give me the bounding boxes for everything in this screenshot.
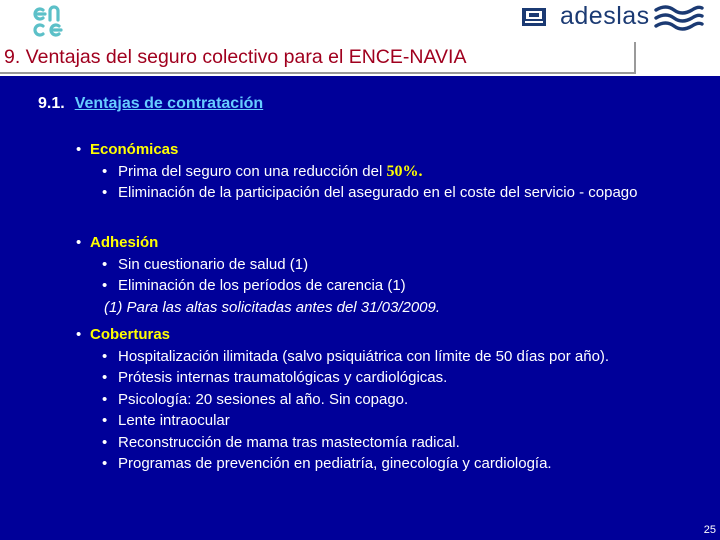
section-subtitle — [38, 95, 263, 113]
subtitle-link[interactable]: Ventajas de contratación — [74, 95, 264, 112]
slide-body — [0, 76, 720, 540]
list-item: • Eliminación de los períodos de carencia (1) — [102, 277, 406, 294]
bullet: • — [76, 141, 82, 158]
section-heading: Coberturas — [90, 326, 171, 343]
bullet: • — [76, 326, 82, 343]
section-coberturas — [76, 324, 684, 475]
adeslas-brand-text: adeslas — [560, 2, 650, 30]
subtitle-number: 9.1. — [38, 95, 65, 112]
list-item: • Hospitalización ilimitada (salvo psiquiátrica con límite de 50 días por año). — [102, 347, 610, 365]
discount-value: 50%. — [386, 162, 423, 180]
section-adhesion — [76, 232, 440, 318]
ence-logo — [28, 4, 68, 38]
title-bar — [0, 42, 636, 74]
section-heading: Económicas — [90, 141, 179, 158]
bullet: • — [76, 234, 82, 251]
list-item: • Reconstrucción de mama tras mastectomía radical. — [102, 433, 460, 451]
footnote: (1) Para las altas solicitadas antes del 31/03/2009. — [104, 298, 441, 316]
page-number: 25 — [703, 524, 716, 536]
list-item: • Programas de prevención en pediatría, ginecología y cardiología. — [102, 455, 552, 472]
page-title: 9. Ventajas del seguro colectivo para el ENCE-NAVIA — [4, 46, 467, 68]
list-item: • Prima del seguro con una reducción del 50%. — [102, 162, 423, 180]
adeslas-logo — [522, 4, 708, 30]
list-item: • Eliminación de la participación del asegurado en el coste del servicio - copago — [102, 184, 638, 201]
flag-icon — [522, 8, 546, 26]
list-item: • Lente intraocular — [102, 412, 230, 429]
list-item: • Psicología: 20 sesiones al año. Sin copago. — [102, 390, 409, 408]
section-heading: Adhesión — [90, 234, 159, 251]
section-economicas — [76, 139, 714, 204]
list-item: • Prótesis internas traumatológicas y cardiológicas. — [102, 369, 448, 386]
list-item: • Sin cuestionario de salud (1) — [102, 255, 309, 273]
adeslas-waves-icon — [652, 2, 706, 34]
header — [0, 0, 720, 76]
